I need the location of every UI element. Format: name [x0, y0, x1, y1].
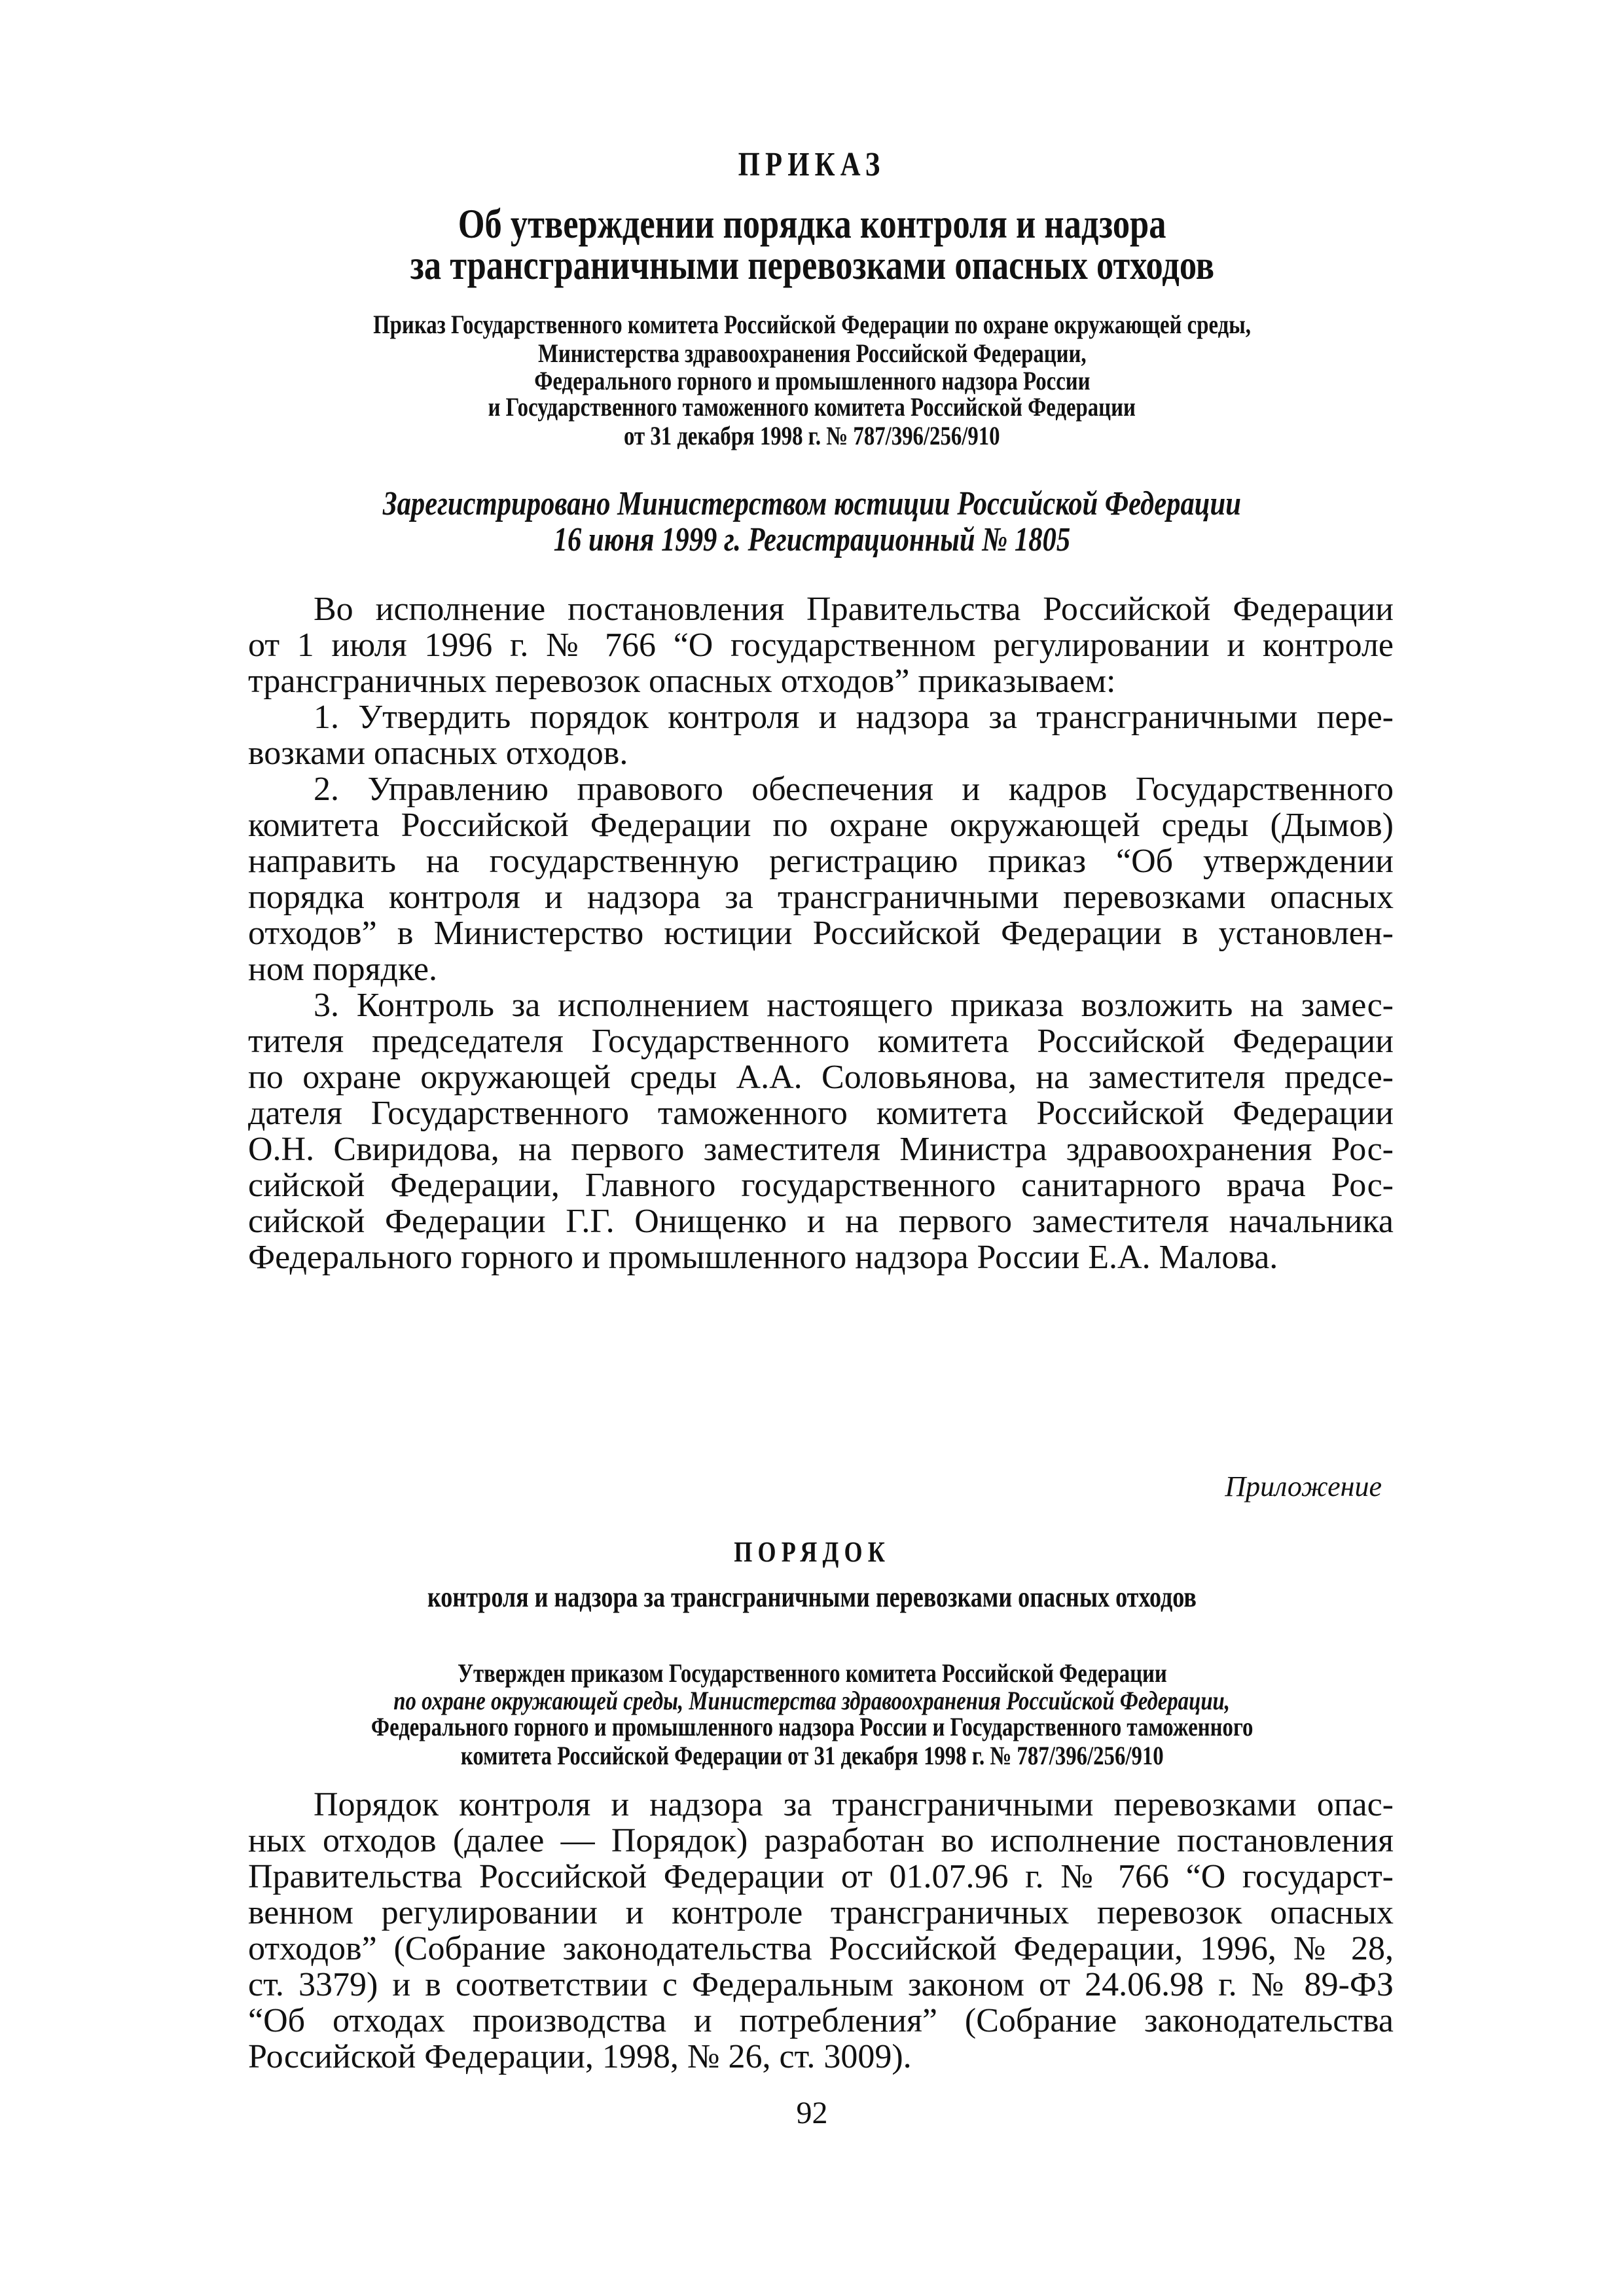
appendix-body	[248, 1787, 1394, 2075]
text-line: тителя председателя Государственного комитета Российской Федерации	[248, 1023, 1394, 1059]
text-line: О.Н. Свиридова, на первого заместителя Министра здравоохранения Рос-	[248, 1131, 1394, 1167]
text-line: от 1 июля 1996 г. № 766 “О государственном регулировании и контроле	[248, 627, 1394, 663]
text-line: сийской Федерации Г.Г. Онищенко и на первого заместителя начальника	[248, 1203, 1394, 1239]
text-line: ст. 3379) и в соответствии с Федеральным законом от 24.06.98 г. № 89-ФЗ	[248, 1967, 1394, 2003]
text-line: возками опасных отходов.	[248, 735, 628, 771]
approved-text: по охране окружающей среды, Министерства здравоохранения Российской Федерации,	[393, 1686, 1231, 1715]
issuer-line	[0, 338, 1624, 369]
title-text: за трансграничными перевозками опасных отходов	[410, 242, 1214, 288]
order-date-number	[0, 420, 1624, 451]
order-heading-text: ПРИКАЗ	[738, 146, 886, 183]
text-line: порядка контроля и надзора за трансграничными перевозками опасных	[248, 879, 1394, 915]
text-line: по охране окружающей среды А.А. Соловьянова, на заместителя предсе-	[248, 1059, 1394, 1095]
issuer-text: Федерального горного и промышленного надзора России	[533, 366, 1091, 395]
approved-text: Федерального горного и промышленного надзора России и Государственного таможенного	[370, 1712, 1254, 1741]
text-line: Порядок контроля и надзора за трансграничными перевозками опас-	[314, 1787, 1394, 1823]
title-text: Об утверждении порядка контроля и надзора	[458, 200, 1166, 247]
text-line: Федерального горного и промышленного надзора России Е.А. Малова.	[248, 1239, 1278, 1275]
appendix-subtitle-text: контроля и надзора за трансграничными перевозками опасных отходов	[427, 1581, 1197, 1613]
registration-line	[0, 484, 1624, 523]
registration-text: Зарегистрировано Министерством юстиции Российской Федерации	[382, 485, 1241, 522]
text-line: сийской Федерации, Главного государственного санитарного врача Рос-	[248, 1167, 1394, 1203]
appendix-heading-text: ПОРЯДОК	[734, 1536, 890, 1568]
text-line: 3. Контроль за исполнением настоящего приказа возложить на замес-	[314, 987, 1394, 1023]
page-number: 92	[796, 2096, 828, 2130]
approved-text: Утвержден приказом Государственного комитета Российской Федерации	[457, 1658, 1167, 1688]
registration-line	[0, 520, 1624, 559]
appendix-subtitle	[0, 1580, 1624, 1614]
text-line: комитета Российской Федерации по охране окружающей среды (Дымов)	[248, 807, 1394, 843]
registration-text: 16 июня 1999 г. Регистрационный № 1805	[553, 521, 1071, 558]
text-line: отходов” (Собрание законодательства Российской Федерации, 1996, № 28,	[248, 1931, 1394, 1967]
text-line: Российской Федерации, 1998, № 26, ст. 3009).	[248, 2039, 912, 2075]
text-line: дателя Государственного таможенного комитета Российской Федерации	[248, 1095, 1394, 1131]
issuer-text: Министерства здравоохранения Российской Федерации,	[537, 338, 1087, 368]
appendix-heading	[0, 1535, 1624, 1569]
text-line: ном порядке.	[248, 951, 437, 987]
approved-text: комитета Российской Федерации от 31 декабря 1998 г. № 787/396/256/910	[460, 1741, 1164, 1770]
order-heading	[0, 145, 1624, 184]
approved-line	[0, 1658, 1624, 1688]
text-line: Во исполнение постановления Правительства Российской Федерации	[314, 591, 1394, 627]
issuer-text: от 31 декабря 1998 г. № 787/396/256/910	[624, 421, 1000, 450]
text-line: направить на государственную регистрацию приказ “Об утверждении	[248, 843, 1394, 879]
text-line: 1. Утвердить порядок контроля и надзора за трансграничными пере-	[314, 699, 1394, 735]
order-body	[248, 591, 1394, 1275]
issuer-text: Приказ Государственного комитета Российской Федерации по охране окружающей среды,	[373, 310, 1251, 339]
text-line: отходов” в Министерство юстиции Российской Федерации в установлен-	[248, 915, 1394, 951]
text-line: трансграничных перевозок опасных отходов” приказываем:	[248, 663, 1116, 699]
issuer-line	[0, 309, 1624, 340]
text-line: ных отходов (далее — Порядок) разработан во исполнение постановления	[248, 1823, 1394, 1859]
appendix-label: Приложение	[1225, 1470, 1382, 1503]
text-line: 2. Управлению правового обеспечения и кадров Государственного	[314, 771, 1394, 807]
approved-line	[0, 1711, 1624, 1742]
order-title-line-2	[0, 241, 1624, 289]
approved-line	[0, 1740, 1624, 1771]
text-line: “Об отходах производства и потребления” (Собрание законодательства	[248, 2003, 1394, 2039]
issuer-line	[0, 392, 1624, 422]
text-line: венном регулировании и контроле трансграничных перевозок опасных	[248, 1895, 1394, 1931]
text-line: Правительства Российской Федерации от 01.07.96 г. № 766 “О государст-	[248, 1859, 1394, 1895]
issuer-text: и Государственного таможенного комитета Российской Федерации	[488, 392, 1136, 422]
